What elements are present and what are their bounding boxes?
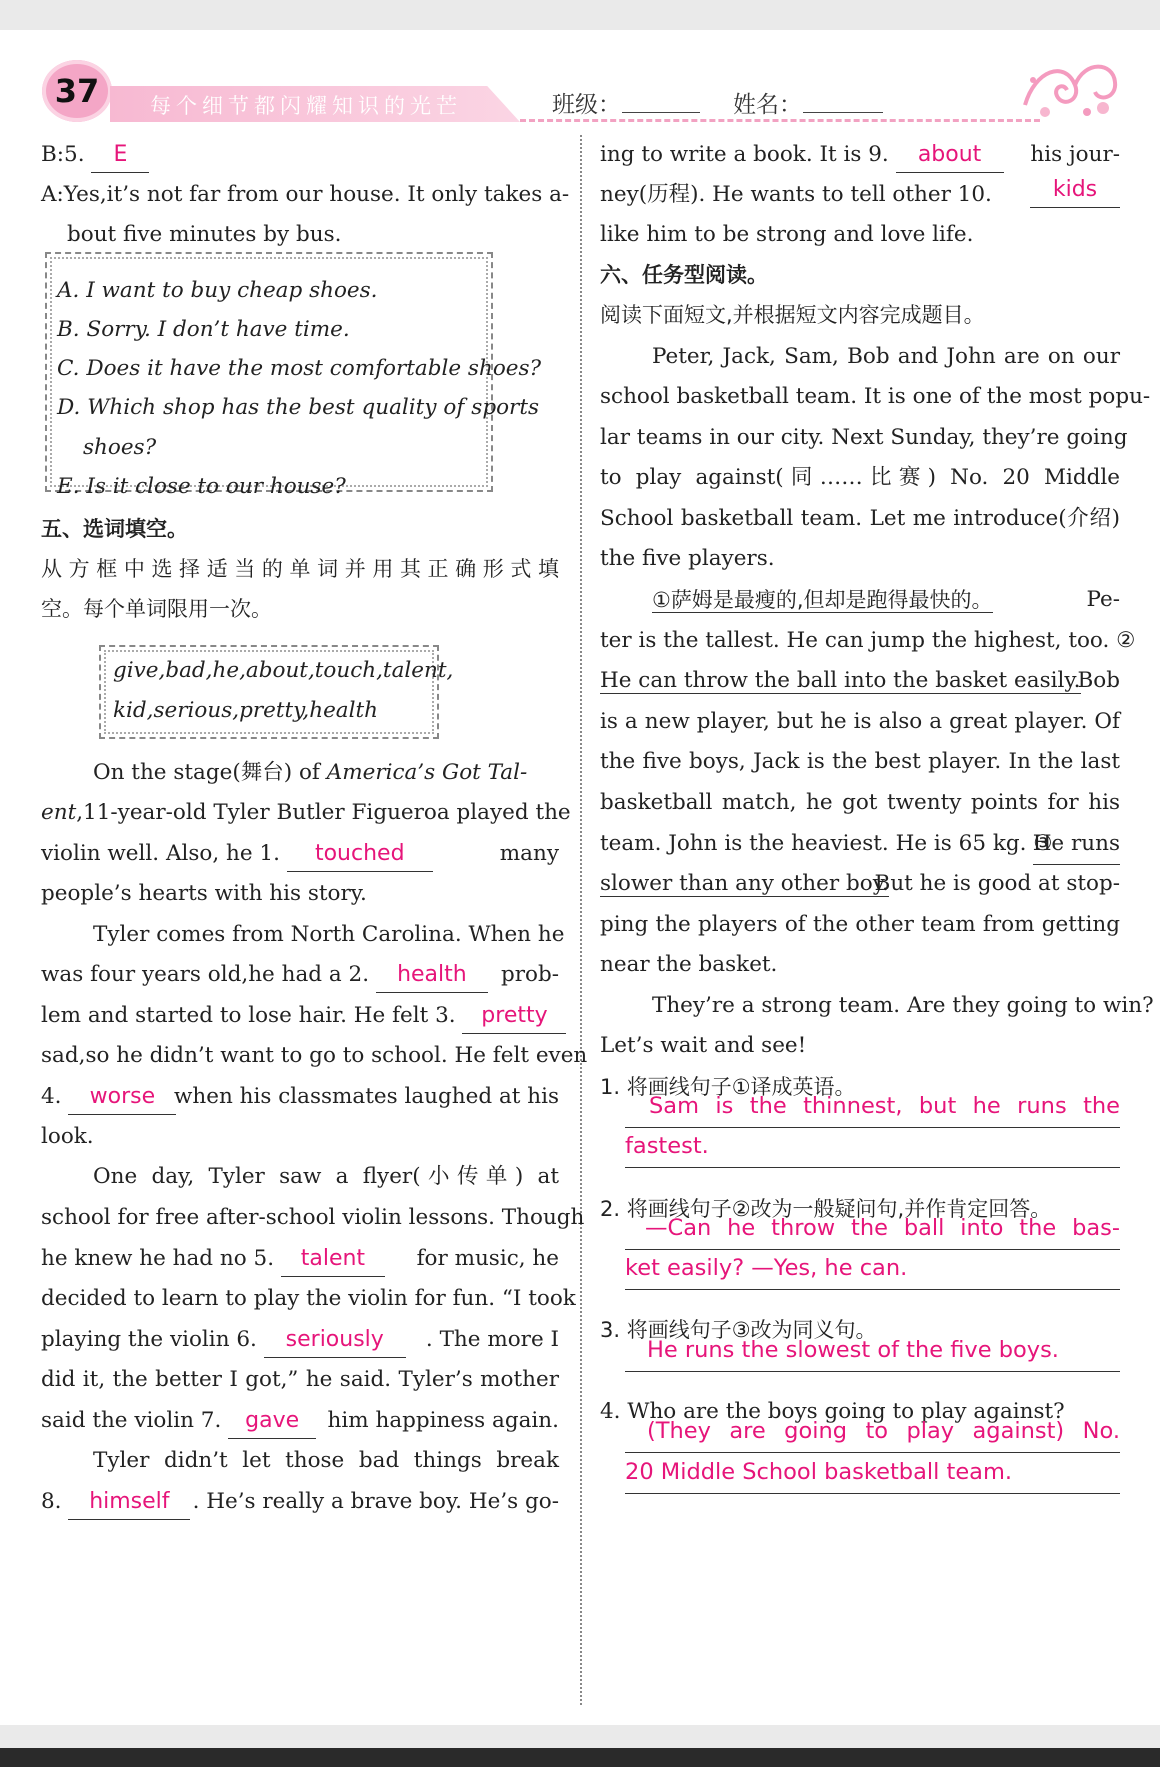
answer-blank: gave <box>228 1406 316 1439</box>
passage-line: was four years old,he had a 2. health prob- <box>41 955 559 995</box>
reading-line: slower than any other boy. But he is good at stop- <box>600 871 1120 896</box>
task-answer: Sam is the thinnest, but he runs the <box>625 1087 1120 1128</box>
reading-line: Peter, Jack, Sam, Bob and John are on our <box>652 344 1120 369</box>
answer-blank: seriously <box>264 1325 406 1358</box>
passage-line: decided to learn to play the violin for fun. “I took <box>41 1286 576 1311</box>
name-label: 姓名： <box>733 92 802 118</box>
passage-line: said the violin 7. gave him happiness again. <box>41 1401 559 1441</box>
task-answer: 20 Middle School basketball team. <box>625 1453 1120 1494</box>
passage-line: school for free after-school violin lessons. Though <box>41 1205 585 1230</box>
option-item: C. Does it have the most comfortable shoes? <box>57 356 542 381</box>
option-item: E. Is it close to our house? <box>57 474 346 499</box>
reading-line: School basketball team. Let me introduce(介绍) <box>600 506 1120 531</box>
word-bank-line: kid,serious,pretty,health <box>113 698 378 723</box>
page-number: 37 <box>42 60 112 122</box>
passage-line: violin well. Also, he 1. touched many <box>41 834 559 874</box>
reading-line: basketball match, he got twenty points for his <box>600 790 1120 815</box>
reading-line: near the basket. <box>600 952 778 977</box>
reading-line: ①萨姆是最瘦的,但却是跑得最快的。 Pe- <box>652 587 1120 612</box>
passage-line: he knew he had no 5. talent for music, he <box>41 1239 559 1279</box>
passage-line: ent,11-year-old Tyler Butler Figueroa played the <box>41 800 571 825</box>
class-label: 班级： <box>552 92 621 118</box>
class-field[interactable] <box>622 112 700 113</box>
passage-line: Tyler didn’t let those bad things break <box>93 1448 559 1473</box>
dialog-line: B:5. E <box>41 135 559 175</box>
task-answer: fastest. <box>625 1127 1120 1168</box>
underlined-sentence-1: ①萨姆是最瘦的,但却是跑得最快的。 <box>652 588 993 612</box>
task-answer: (They are going to play against) No. <box>625 1412 1120 1453</box>
passage-line: ing to write a book. It is 9. about his jour- <box>600 135 1120 175</box>
reading-line: Let’s wait and see! <box>600 1033 807 1058</box>
answer-blank: pretty <box>462 1001 566 1034</box>
instruction: 空。每个单词限用一次。 <box>41 597 272 621</box>
underlined-sentence-2: He can throw the ball into the basket easily. <box>600 668 1081 693</box>
dialog-line: bout five minutes by bus. <box>67 222 342 247</box>
reading-line: They’re a strong team. Are they going to win? <box>652 993 1154 1018</box>
passage-line: look. <box>41 1124 94 1149</box>
answer-blank: kids <box>1030 175 1120 208</box>
word-bank-line: give,bad,he,about,touch,talent, <box>113 658 454 683</box>
passage-line: 8. himself . He’s really a brave boy. He’s go- <box>41 1482 559 1522</box>
reading-line: ter is the tallest. He can jump the highest, too. ② <box>600 628 1136 653</box>
header-slogan: 每个细节都闪耀知识的光芒 <box>150 94 462 118</box>
section-title: 五、选词填空。 <box>41 517 188 541</box>
passage-line: did it, the better I got,” he said. Tyler’s mother <box>41 1367 559 1392</box>
option-item: A. I want to buy cheap shoes. <box>57 278 378 303</box>
name-field[interactable] <box>803 112 883 113</box>
passage-line: On the stage(舞台) of America’s Got Tal- <box>93 760 528 785</box>
passage-line: 4. worse when his classmates laughed at his <box>41 1077 559 1117</box>
passage-line: like him to be strong and love life. <box>600 222 974 247</box>
column-divider <box>580 135 582 1705</box>
reading-line: to play against(同……比赛) No. 20 Middle <box>600 465 1120 490</box>
answer-blank: E <box>91 140 149 173</box>
task-answer: He runs the slowest of the five boys. <box>625 1331 1120 1372</box>
answer-blank: talent <box>281 1244 385 1277</box>
passage-line: Tyler comes from North Carolina. When he <box>93 922 565 947</box>
instruction: 阅读下面短文,并根据短文内容完成题目。 <box>600 303 985 327</box>
task-question-4: 4. Who are the boys going to play against? <box>600 1399 1065 1424</box>
dialog-line: A:Yes,it’s not far from our house. It only takes a- <box>41 182 570 207</box>
passage-line: lem and started to lose hair. He felt 3. pretty <box>41 996 559 1036</box>
task-question-3: 3. 将画线句子③改为同义句。 <box>600 1318 877 1342</box>
underlined-sentence-3: He runs <box>1033 824 1120 865</box>
answer-blank: about <box>896 140 1004 173</box>
reading-line: lar teams in our city. Next Sunday, they’re going <box>600 425 1128 450</box>
option-item: D. Which shop has the best quality of sports <box>57 395 539 420</box>
task-answer: ket easily? —Yes, he can. <box>625 1249 1120 1290</box>
answer-blank: worse <box>68 1082 176 1115</box>
passage-line: playing the violin 6. seriously . The more I <box>41 1320 559 1360</box>
answer-blank: himself <box>68 1487 190 1520</box>
answer-blank: touched <box>287 839 433 872</box>
reading-line: is a new player, but he is also a great player. Of <box>600 709 1120 734</box>
reading-line: team. John is the heaviest. He is 65 kg. ③ He runs <box>600 824 1120 864</box>
section-title: 六、任务型阅读。 <box>600 263 768 287</box>
passage-line: people’s hearts with his story. <box>41 881 367 906</box>
instruction: 从方框中选择适当的单词并用其正确形式填 <box>41 557 559 581</box>
task-answer: —Can he throw the ball into the bas- <box>625 1209 1120 1250</box>
option-item: shoes? <box>83 435 157 460</box>
floral-ornament-icon <box>1015 50 1125 125</box>
reading-line: He can throw the ball into the basket easily. Bob <box>600 668 1120 693</box>
task-question-2: 2. 将画线句子②改为一般疑问句,并作肯定回答。 <box>600 1197 1052 1221</box>
reading-line: ping the players of the other team from getting <box>600 912 1120 937</box>
option-item: B. Sorry. I don’t have time. <box>57 317 350 342</box>
passage-line: One day, Tyler saw a flyer(小传单) at <box>93 1164 559 1189</box>
bottom-bar <box>0 1748 1160 1767</box>
task-question-1: 1. 将画线句子①译成英语。 <box>600 1075 856 1099</box>
header-divider <box>520 119 1040 122</box>
reading-line: the five players. <box>600 546 775 571</box>
answer-blank: health <box>376 960 488 993</box>
passage-line: ney(历程). He wants to tell other 10. kids <box>600 175 1120 215</box>
passage-line: sad,so he didn’t want to go to school. He felt even <box>41 1043 588 1068</box>
reading-line: the five boys, Jack is the best player. In the last <box>600 749 1120 774</box>
reading-line: school basketball team. It is one of the most popu- <box>600 384 1151 409</box>
